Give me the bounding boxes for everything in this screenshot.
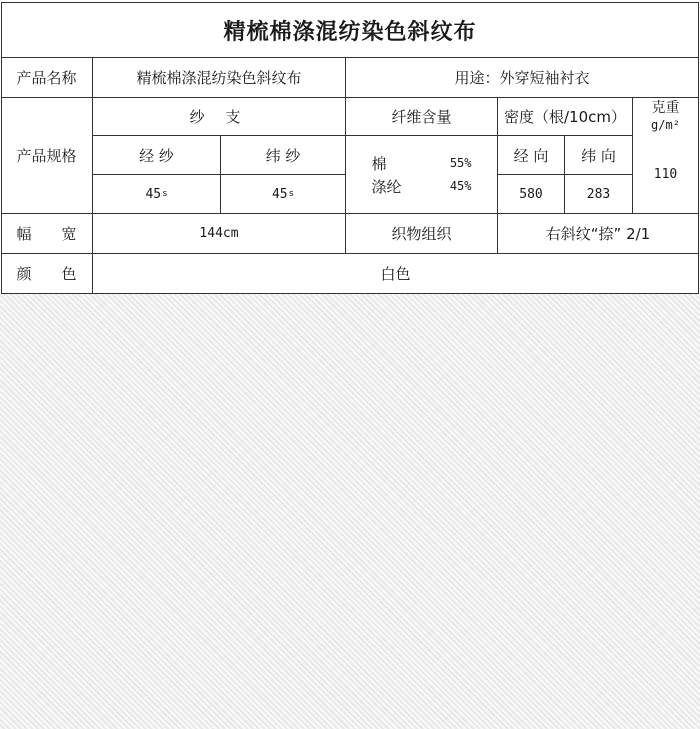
document-title: 精梳棉涤混纺染色斜纹布 (1, 2, 699, 58)
weft-yarn-count-value: 45 (271, 186, 288, 202)
weave-value: 右斜纹“捺” 2/1 (498, 214, 699, 254)
fiber-2-percent: 45% (449, 179, 472, 193)
product-spec-label: 产品规格 (1, 98, 93, 214)
product-name-value: 精梳棉涤混纺染色斜纹布 (93, 58, 346, 98)
weft-yarn-count (221, 175, 346, 214)
weft-density-value: 283 (565, 175, 633, 214)
spec-table (1, 58, 699, 294)
warp-yarn-count-value: 45 (145, 186, 162, 202)
product-usage: 用途：外穿短袖衬衣 (346, 58, 699, 98)
weight-unit: g/m² (651, 118, 680, 132)
yarn-count-header (93, 98, 346, 136)
width-value: 144cm (93, 214, 346, 254)
warp-density-value: 580 (498, 175, 565, 214)
product-name-label: 产品名称 (1, 58, 93, 98)
fiber-1-percent: 55% (449, 156, 472, 170)
weight-header (633, 98, 699, 136)
weft-yarn-superscript: s (288, 189, 295, 199)
warp-yarn-label: 经 纱 (93, 136, 221, 175)
fabric-swatch-image (0, 294, 700, 729)
yarn-count-header-text: 纱 支 (189, 108, 249, 126)
fiber-content (346, 136, 498, 214)
weight-value: 110 (633, 136, 699, 214)
warp-yarn-count (93, 175, 221, 214)
warp-density-label: 经 向 (498, 136, 565, 175)
width-label: 幅 宽 (1, 214, 93, 254)
weft-density-label: 纬 向 (565, 136, 633, 175)
weave-label: 织物组织 (346, 214, 498, 254)
fiber-1-name: 棉 (371, 154, 387, 173)
fiber-2-name: 涤纶 (371, 177, 402, 196)
weight-header-label: 克重 (651, 100, 680, 116)
color-label: 颜 色 (1, 254, 93, 294)
warp-yarn-superscript: s (162, 189, 168, 199)
weft-yarn-label: 纬 纱 (221, 136, 346, 175)
fiber-content-header: 纤维含量 (346, 98, 498, 136)
color-value: 白色 (93, 254, 699, 294)
density-header: 密度（根/10cm） (498, 98, 633, 136)
